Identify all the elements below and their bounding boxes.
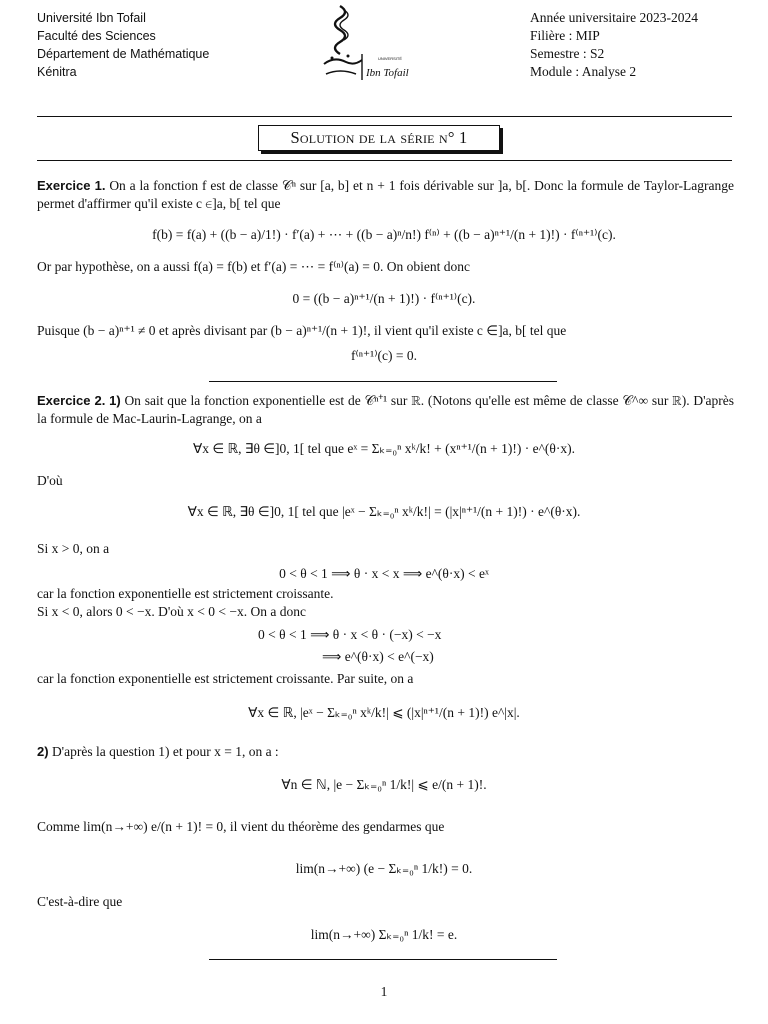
negative-case-inequality-2: ⟹ e^(θ·x) < e^(−x) bbox=[322, 649, 434, 664]
page-number: 1 bbox=[380, 984, 388, 999]
institution-block bbox=[37, 9, 209, 81]
exercise1-zero-equation: 0 = ((b − a)ⁿ⁺¹/(n + 1)!) · f⁽ⁿ⁺¹⁾(c). bbox=[292, 291, 476, 306]
bound-x-equals-one: ∀n ∈ ℕ, |e − Σₖ₌₀ⁿ 1/k!| ⩽ e/(n + 1)!. bbox=[281, 777, 487, 792]
header-rule-bottom bbox=[37, 160, 732, 161]
case-x-negative: Si x < 0, alors 0 < −x. D'où x < 0 < −x. On a donc bbox=[37, 604, 306, 619]
exercise2-question1-intro: Exercice 2. 1) On sait que la fonction exponentielle est de 𝒞ⁿ⁺¹ sur ℝ. (Notons qu'elle est même de classe 𝒞^∞ sur ℝ). D'après la formule de Mac-Laurin-Lagrange, on a bbox=[37, 393, 735, 426]
module: Module : Analyse 2 bbox=[530, 64, 637, 79]
squeeze-limit: lim(n→+∞) (e − Σₖ₌₀ⁿ 1/k!) = 0. bbox=[295, 861, 473, 876]
semester: Semestre : S2 bbox=[530, 46, 605, 61]
negative-case-inequality-1: 0 < θ < 1 ⟹ θ · x < θ · (−x) < −x bbox=[258, 627, 442, 642]
exercise1-conclusion: f⁽ⁿ⁺¹⁾(c) = 0. bbox=[350, 348, 418, 363]
department-name: Département de Mathématique bbox=[37, 47, 210, 61]
exercise2-question2-intro: 2) D'après la question 1) et pour x = 1, on a : bbox=[37, 744, 279, 759]
dou-text: D'où bbox=[37, 473, 63, 488]
academic-year: Année universitaire 2023-2024 bbox=[530, 10, 698, 25]
header-rule-top bbox=[37, 116, 732, 117]
cest-a-dire-text: C'est-à-dire que bbox=[37, 894, 123, 909]
exponential-increasing-1: car la fonction exponentielle est strictement croissante. bbox=[37, 586, 334, 601]
question1-label: 1) bbox=[109, 393, 121, 408]
exponential-increasing-2: car la fonction exponentielle est strictement croissante. Par suite, on a bbox=[37, 671, 414, 686]
exercise1-taylor-formula: f(b) = f(a) + ((b − a)/1!) · f′(a) + ⋯ + ((b − a)ⁿ/n!) f⁽ⁿ⁾ + ((b − a)ⁿ⁺¹/(n + 1)!) · f⁽ⁿ⁺¹⁾(c). bbox=[152, 227, 616, 242]
end-separator bbox=[209, 959, 557, 960]
university-logo bbox=[318, 2, 410, 88]
svg-text:Ibn Tofail: Ibn Tofail bbox=[366, 67, 409, 79]
mac-laurin-formula: ∀x ∈ ℝ, ∃θ ∈]0, 1[ tel que eˣ = Σₖ₌₀ⁿ xᵏ/k! + (xⁿ⁺¹/(n + 1)!) · e^(θ·x). bbox=[192, 441, 576, 456]
positive-case-inequality: 0 < θ < 1 ⟹ θ · x < x ⟹ e^(θ·x) < eˣ bbox=[279, 566, 489, 581]
exercise1-intro: Exercice 1. On a la fonction f est de classe 𝒞ⁿ sur [a, b] et n + 1 fois dérivable sur ]a, b[. Donc la formule de Taylor-Lagrange permet d'affirmer qu'il existe c ∈]a, b[ tel que bbox=[37, 178, 735, 211]
exercise2-label: Exercice 2. bbox=[37, 393, 106, 408]
svg-text:UNIVERSITÉ: UNIVERSITÉ bbox=[378, 56, 403, 61]
university-name: Université Ibn Tofail bbox=[37, 11, 146, 25]
exercise1-label: Exercice 1. bbox=[37, 178, 106, 193]
exercise1-hypothesis: Or par hypothèse, on a aussi f(a) = f(b) et f′(a) = ⋯ = f⁽ⁿ⁾(a) = 0. On obient donc bbox=[37, 259, 471, 274]
faculty-name: Faculté des Sciences bbox=[37, 29, 156, 43]
document-title: Solution de la série n° 1 bbox=[258, 125, 500, 151]
question2-label: 2) bbox=[37, 744, 49, 759]
program: Filière : MIP bbox=[530, 28, 600, 43]
case-x-positive: Si x > 0, on a bbox=[37, 541, 110, 556]
academic-info-block bbox=[530, 9, 698, 81]
limit-statement: Comme lim(n→+∞) e/(n + 1)! = 0, il vient du théorème des gendarmes que bbox=[37, 819, 445, 834]
section-separator bbox=[209, 381, 557, 382]
absolute-difference-formula: ∀x ∈ ℝ, ∃θ ∈]0, 1[ tel que |eˣ − Σₖ₌₀ⁿ xᵏ/k!| = (|x|ⁿ⁺¹/(n + 1)!) · e^(θ·x). bbox=[187, 504, 581, 519]
final-limit-result: lim(n→+∞) Σₖ₌₀ⁿ 1/k! = e. bbox=[310, 927, 458, 942]
city-name: Kénitra bbox=[37, 65, 77, 79]
exercise1-division: Puisque (b − a)ⁿ⁺¹ ≠ 0 et après divisant par (b − a)ⁿ⁺¹/(n + 1)!, il vient qu'il existe c ∈]a, b[ tel que bbox=[37, 323, 567, 338]
general-bound-formula: ∀x ∈ ℝ, |eˣ − Σₖ₌₀ⁿ xᵏ/k!| ⩽ (|x|ⁿ⁺¹/(n + 1)!) e^|x|. bbox=[248, 705, 520, 720]
